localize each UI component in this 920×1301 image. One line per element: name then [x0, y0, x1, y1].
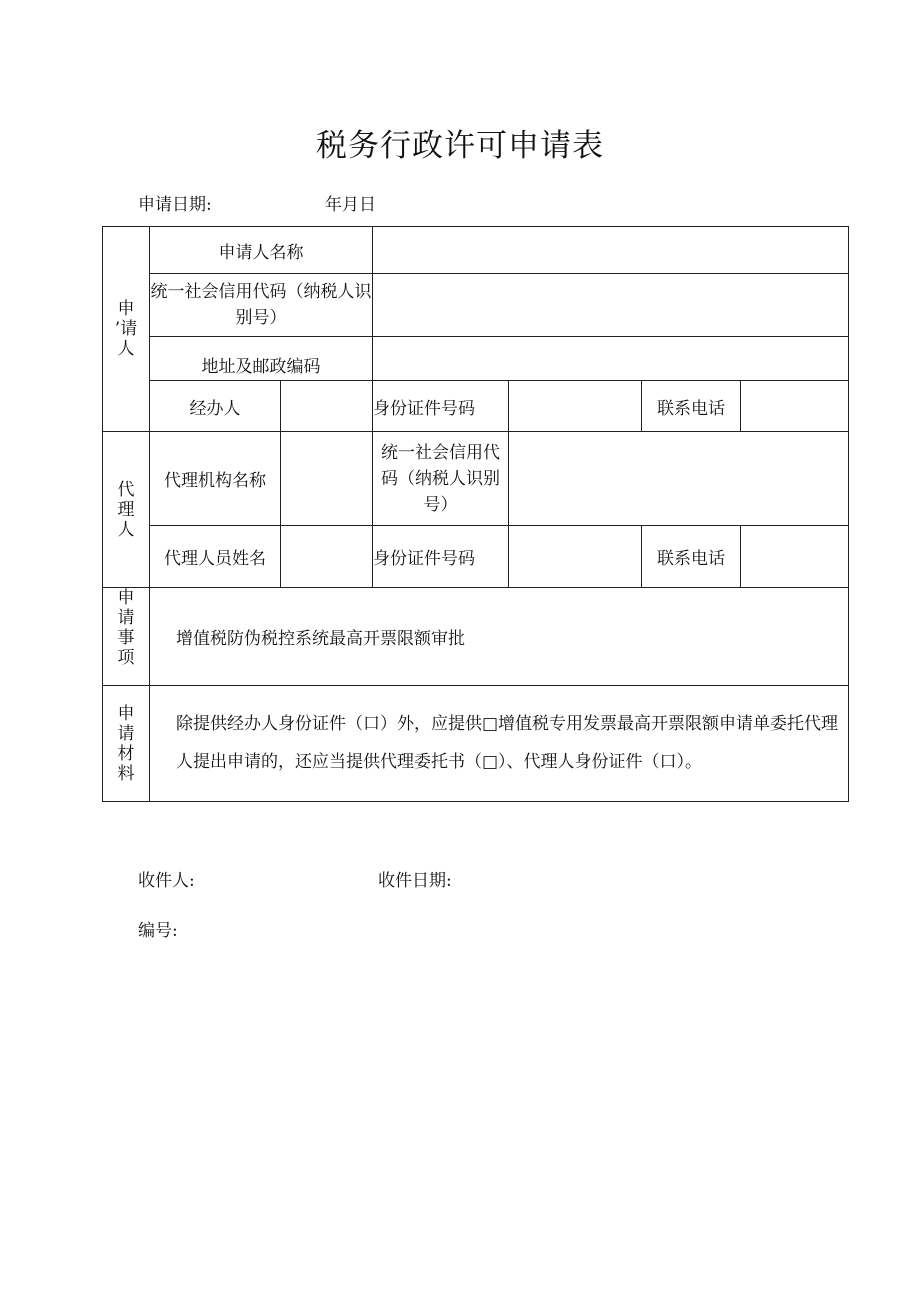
applicant-credit-code-field[interactable]: [373, 274, 849, 337]
receive-date-label: 收件日期:: [378, 871, 452, 891]
matter-section-label: 申 请 事 项: [103, 588, 150, 686]
receiver-label: 收件人:: [138, 871, 195, 891]
application-form-table: [102, 226, 849, 802]
applicant-name-field[interactable]: [373, 227, 849, 274]
agent-person-field[interactable]: [281, 526, 373, 588]
agent-credit-code-field[interactable]: [509, 432, 849, 526]
agent-id-label: 身份证件号码: [373, 526, 509, 588]
applicant-section-label: 申 ’请 人: [103, 227, 150, 432]
handler-phone-label: 联系电话: [642, 381, 741, 432]
materials-content: 除提供经办人身份证件（口）外，应提供□增值税专用发票最高开票限额申请单委托代理人提出申请的，还应当提供代理委托书（□）、代理人身份证件（口）。: [150, 686, 849, 802]
applicant-address-label: 地址及邮政编码: [150, 337, 373, 381]
apply-date-label: 申请日期:: [138, 195, 212, 215]
apply-date-ymd: 年月日: [325, 195, 376, 215]
handler-label: 经办人: [150, 381, 281, 432]
materials-section-label: 申 请 材 料: [103, 686, 150, 802]
number-label: 编号:: [138, 921, 178, 941]
handler-id-label: 身份证件号码: [373, 381, 509, 432]
agent-org-label: 代理机构名称: [150, 432, 281, 526]
agent-credit-code-label: 统一社会信用代码（纳税人识别号）: [373, 432, 509, 526]
applicant-credit-code-label: 统一社会信用代码（纳税人识别号）: [150, 274, 373, 337]
agent-phone-field[interactable]: [741, 526, 849, 588]
handler-id-field[interactable]: [509, 381, 642, 432]
handler-phone-field[interactable]: [741, 381, 849, 432]
agent-org-field[interactable]: [281, 432, 373, 526]
applicant-name-label: 申请人名称: [150, 227, 373, 274]
page-title: 税务行政许可申请表: [316, 128, 604, 164]
agent-phone-label: 联系电话: [642, 526, 741, 588]
matter-content: 增值税防伪税控系统最高开票限额审批: [150, 588, 849, 686]
agent-section-label: 代 理 人: [103, 432, 150, 588]
applicant-address-field[interactable]: [373, 337, 849, 381]
agent-person-label: 代理人员姓名: [150, 526, 281, 588]
handler-field[interactable]: [281, 381, 373, 432]
agent-id-field[interactable]: [509, 526, 642, 588]
